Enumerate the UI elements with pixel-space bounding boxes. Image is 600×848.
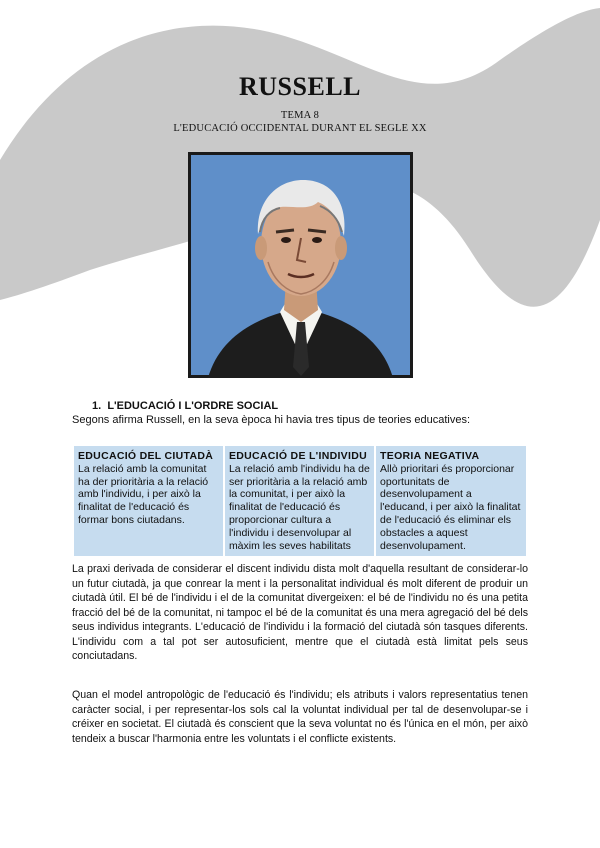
page-title: RUSSELL [239, 72, 361, 101]
theory-heading: EDUCACIÓ DEL CIUTADÀ [78, 450, 214, 462]
theory-text: Allò prioritari és proporcionar oportunitats de desenvolupament a l'educand, i per això la finalitat de l'educació és eliminar els obstacles a aquest desenvolupament. [380, 462, 521, 552]
theories-table [72, 444, 528, 558]
topic-label: TEMA 8 [280, 110, 320, 121]
theory-cell-negative [376, 446, 526, 556]
body-paragraph: Quan el model antropològic de l'educació és l'individu; els atributs i valors representatius tenen caràcter social, i per representar-los sols cal la voluntat individual per tal de desenvolupar-se i créixer en societat. El ciutadà és conscient que la seva voluntat no és l'única en el món, per això tendeix a buscar l'harmonia entre les voluntats i el conflicte existents. [72, 689, 528, 745]
subtitle: L'EDUCACIÓ OCCIDENTAL DURANT EL SEGLE XX [173, 123, 427, 134]
section-heading [92, 400, 278, 412]
theory-cell-individual [225, 446, 374, 556]
theory-heading: EDUCACIÓ DE L'INDIVIDU [228, 450, 367, 462]
theory-text: La relació amb la comunitat ha der prioritària a la relació amb l'individu, i per això la finalitat de l'educació és formar bons ciutadans. [78, 462, 209, 526]
section-heading-text: L'EDUCACIÓ I L'ORDRE SOCIAL [107, 400, 279, 412]
section-intro: Segons afirma Russell, en la seva època hi havia tres tipus de teories educatives: [72, 414, 471, 426]
theory-text: La relació amb l'individu ha de ser prioritària a la relació amb la comunitat, i per això la finalitat de l'educació és proporcionar cultura a l'individu i desenvolupar al màxim les seves habilitats [228, 462, 370, 552]
russell-portrait-image [188, 152, 413, 378]
theory-cell-citizen [74, 446, 223, 556]
body-paragraph: La praxi derivada de considerar el discent individu dista molt d'aquella resultant de considerar-lo un futur ciutadà, ja que conrear la ment i la personalitat individual és molt diferent de produir un ciutadà útil. El bé de l'individu i el de la comunitat divergeixen: el bé de l'individu no és una petita fracció del bé de la comunitat, ni tampoc el bé de la comunitat és una mera agregació del bé dels seus individus integrants. L'educació de l'individu i la formació del ciutadà són tasques diferents. L'individu com a tal pot ser autosuficient, mentre que el ciutadà està limitat pels seus conciutadans. [72, 563, 528, 662]
section-number: 1. [92, 400, 102, 412]
theory-heading: TEORIA NEGATIVA [380, 450, 480, 462]
